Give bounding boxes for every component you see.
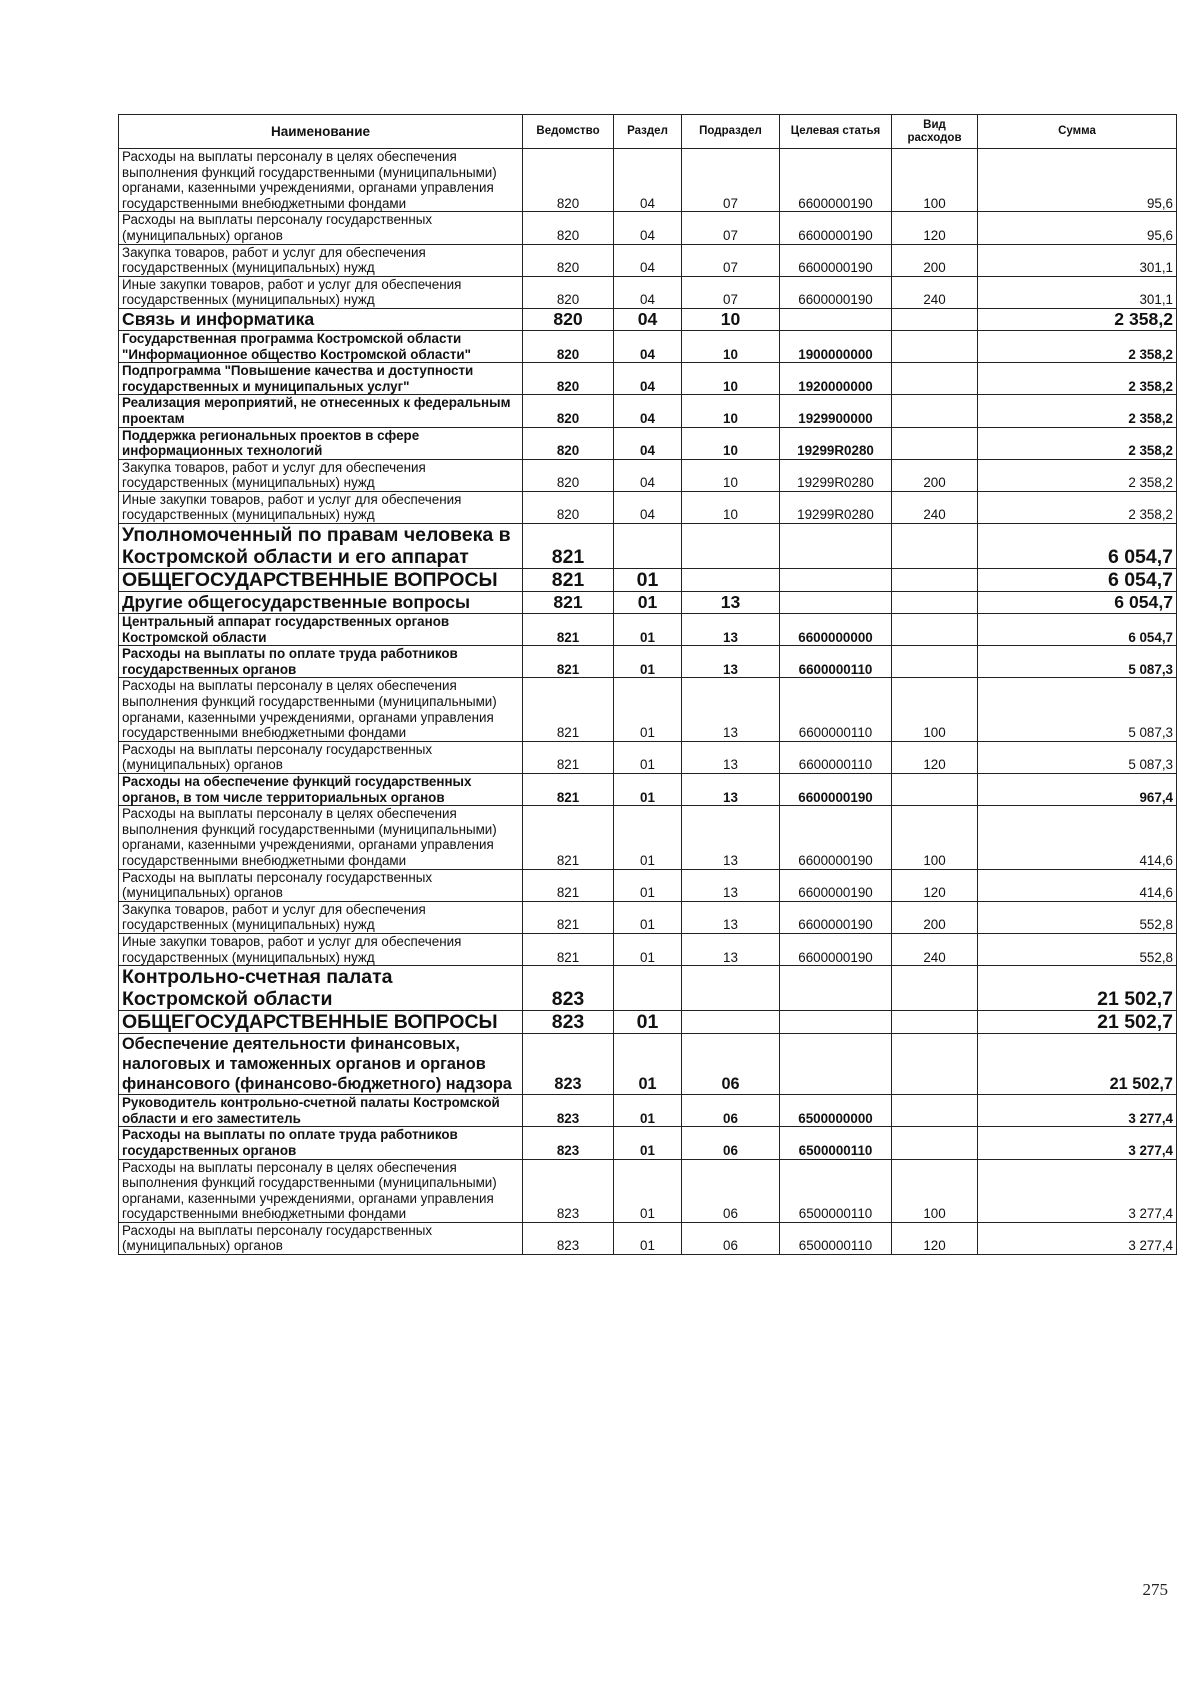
cell-summa: 3 277,4 — [978, 1222, 1177, 1254]
cell-summa: 95,6 — [978, 212, 1177, 244]
cell-razdel: 01 — [614, 569, 682, 592]
cell-podrazdel: 13 — [682, 646, 780, 678]
cell-name: Расходы на выплаты персоналу государственных (муниципальных) органов — [119, 212, 523, 244]
cell-summa: 5 087,3 — [978, 678, 1177, 741]
cell-name: Иные закупки товаров, работ и услуг для обеспечения государственных (муниципальных) нужд — [119, 276, 523, 308]
cell-celevaya-statya: 6600000110 — [780, 741, 892, 773]
cell-summa: 95,6 — [978, 149, 1177, 212]
header-razdel: Раздел — [614, 115, 682, 149]
cell-name: Обеспечение деятельности финансовых, налоговых и таможенных органов и органов финансового (финансово-бюджетного) надзора — [119, 1034, 523, 1095]
cell-vid-raskhodov: 120 — [892, 869, 978, 901]
cell-summa: 3 277,4 — [978, 1159, 1177, 1222]
cell-razdel: 01 — [614, 646, 682, 678]
table-row — [119, 806, 1177, 869]
cell-vid-raskhodov — [892, 1127, 978, 1159]
cell-razdel: 04 — [614, 276, 682, 308]
cell-podrazdel: 06 — [682, 1034, 780, 1095]
cell-summa: 3 277,4 — [978, 1095, 1177, 1127]
cell-name: Реализация мероприятий, не отнесенных к федеральным проектам — [119, 395, 523, 427]
cell-podrazdel: 07 — [682, 244, 780, 276]
cell-vid-raskhodov: 240 — [892, 491, 978, 523]
cell-vedomstvo: 821 — [523, 933, 614, 965]
cell-razdel: 04 — [614, 308, 682, 330]
cell-vedomstvo: 821 — [523, 524, 614, 569]
cell-vedomstvo: 821 — [523, 741, 614, 773]
cell-vid-raskhodov — [892, 363, 978, 395]
cell-vid-raskhodov — [892, 524, 978, 569]
cell-vedomstvo: 821 — [523, 569, 614, 592]
cell-celevaya-statya: 6500000000 — [780, 1095, 892, 1127]
cell-vedomstvo: 821 — [523, 678, 614, 741]
table-row — [119, 491, 1177, 523]
table-row — [119, 427, 1177, 459]
cell-celevaya-statya: 1900000000 — [780, 330, 892, 362]
cell-razdel: 04 — [614, 212, 682, 244]
cell-podrazdel — [682, 569, 780, 592]
table-row — [119, 901, 1177, 933]
cell-podrazdel: 13 — [682, 901, 780, 933]
cell-razdel: 01 — [614, 1034, 682, 1095]
cell-razdel: 01 — [614, 678, 682, 741]
cell-celevaya-statya: 6600000110 — [780, 678, 892, 741]
cell-vid-raskhodov: 120 — [892, 212, 978, 244]
cell-summa: 21 502,7 — [978, 1034, 1177, 1095]
table-row — [119, 614, 1177, 646]
cell-summa: 3 277,4 — [978, 1127, 1177, 1159]
cell-podrazdel: 10 — [682, 491, 780, 523]
cell-podrazdel: 13 — [682, 933, 780, 965]
cell-name: ОБЩЕГОСУДАРСТВЕННЫЕ ВОПРОСЫ — [119, 1011, 523, 1034]
cell-vid-raskhodov — [892, 308, 978, 330]
cell-razdel: 01 — [614, 592, 682, 614]
cell-podrazdel: 10 — [682, 459, 780, 491]
cell-razdel: 01 — [614, 1127, 682, 1159]
cell-summa: 2 358,2 — [978, 427, 1177, 459]
cell-name: Расходы на выплаты по оплате труда работников государственных органов — [119, 646, 523, 678]
cell-vedomstvo: 820 — [523, 276, 614, 308]
cell-vedomstvo: 820 — [523, 427, 614, 459]
cell-vid-raskhodov — [892, 614, 978, 646]
cell-vedomstvo: 823 — [523, 1034, 614, 1095]
cell-razdel: 04 — [614, 363, 682, 395]
table-row — [119, 646, 1177, 678]
table-row — [119, 149, 1177, 212]
cell-razdel: 04 — [614, 149, 682, 212]
cell-podrazdel: 13 — [682, 614, 780, 646]
cell-vedomstvo: 821 — [523, 592, 614, 614]
cell-vedomstvo: 821 — [523, 901, 614, 933]
cell-razdel: 01 — [614, 901, 682, 933]
cell-summa: 2 358,2 — [978, 308, 1177, 330]
cell-vid-raskhodov — [892, 966, 978, 1011]
table-row — [119, 569, 1177, 592]
cell-podrazdel: 06 — [682, 1127, 780, 1159]
table-row — [119, 869, 1177, 901]
cell-vid-raskhodov — [892, 774, 978, 806]
cell-razdel: 01 — [614, 869, 682, 901]
cell-podrazdel: 07 — [682, 149, 780, 212]
cell-vid-raskhodov: 200 — [892, 244, 978, 276]
cell-celevaya-statya — [780, 1034, 892, 1095]
cell-name: Закупка товаров, работ и услуг для обеспечения государственных (муниципальных) нужд — [119, 459, 523, 491]
header-vedomstvo: Ведомство — [523, 115, 614, 149]
cell-celevaya-statya: 6600000190 — [780, 244, 892, 276]
cell-vid-raskhodov — [892, 330, 978, 362]
cell-razdel: 04 — [614, 427, 682, 459]
cell-podrazdel — [682, 1011, 780, 1034]
cell-vid-raskhodov — [892, 646, 978, 678]
header-podrazdel: Подраздел — [682, 115, 780, 149]
cell-name: Государственная программа Костромской области "Информационное общество Костромской области" — [119, 330, 523, 362]
cell-celevaya-statya: 6600000190 — [780, 276, 892, 308]
cell-vid-raskhodov: 200 — [892, 459, 978, 491]
table-row — [119, 363, 1177, 395]
cell-celevaya-statya: 6600000190 — [780, 774, 892, 806]
cell-podrazdel: 13 — [682, 592, 780, 614]
cell-celevaya-statya: 6500000110 — [780, 1222, 892, 1254]
cell-podrazdel: 06 — [682, 1095, 780, 1127]
cell-razdel: 01 — [614, 614, 682, 646]
table-row — [119, 1011, 1177, 1034]
cell-podrazdel: 10 — [682, 427, 780, 459]
cell-vedomstvo: 823 — [523, 1159, 614, 1222]
cell-vid-raskhodov — [892, 1034, 978, 1095]
cell-vid-raskhodov — [892, 569, 978, 592]
cell-celevaya-statya — [780, 569, 892, 592]
header-celevaya-statya: Целевая статья — [780, 115, 892, 149]
cell-name: ОБЩЕГОСУДАРСТВЕННЫЕ ВОПРОСЫ — [119, 569, 523, 592]
cell-summa: 301,1 — [978, 276, 1177, 308]
table-row — [119, 774, 1177, 806]
cell-celevaya-statya: 6600000190 — [780, 806, 892, 869]
cell-vedomstvo: 821 — [523, 869, 614, 901]
cell-celevaya-statya: 6500000110 — [780, 1127, 892, 1159]
cell-vid-raskhodov: 240 — [892, 276, 978, 308]
cell-vid-raskhodov: 100 — [892, 678, 978, 741]
cell-vedomstvo: 823 — [523, 1011, 614, 1034]
cell-summa: 2 358,2 — [978, 363, 1177, 395]
table-row — [119, 212, 1177, 244]
cell-razdel: 04 — [614, 459, 682, 491]
budget-table — [118, 114, 1177, 1255]
cell-razdel: 01 — [614, 933, 682, 965]
cell-vedomstvo: 823 — [523, 1127, 614, 1159]
cell-podrazdel: 13 — [682, 741, 780, 773]
cell-name: Расходы на выплаты персоналу в целях обеспечения выполнения функций государственными (муниципальными) органами, казенными учреждениями, органами управления государственными внебюджетными фондами — [119, 149, 523, 212]
table-row — [119, 330, 1177, 362]
cell-summa: 5 087,3 — [978, 741, 1177, 773]
cell-celevaya-statya: 1929900000 — [780, 395, 892, 427]
cell-summa: 2 358,2 — [978, 491, 1177, 523]
cell-podrazdel: 13 — [682, 678, 780, 741]
cell-vid-raskhodov: 100 — [892, 1159, 978, 1222]
header-vid-raskhodov: Вид расходов — [892, 115, 978, 149]
table-row — [119, 308, 1177, 330]
cell-celevaya-statya: 6600000000 — [780, 614, 892, 646]
table-row — [119, 1159, 1177, 1222]
cell-summa: 6 054,7 — [978, 614, 1177, 646]
cell-name: Поддержка региональных проектов в сфере информационных технологий — [119, 427, 523, 459]
cell-vedomstvo: 820 — [523, 244, 614, 276]
cell-vedomstvo: 821 — [523, 646, 614, 678]
table-row — [119, 1127, 1177, 1159]
cell-name: Расходы на выплаты по оплате труда работников государственных органов — [119, 1127, 523, 1159]
cell-podrazdel: 10 — [682, 308, 780, 330]
table-row — [119, 459, 1177, 491]
cell-podrazdel: 06 — [682, 1222, 780, 1254]
cell-podrazdel: 10 — [682, 363, 780, 395]
table-row — [119, 395, 1177, 427]
table-row — [119, 966, 1177, 1011]
table-row — [119, 1034, 1177, 1095]
cell-summa: 2 358,2 — [978, 395, 1177, 427]
cell-podrazdel — [682, 966, 780, 1011]
cell-razdel: 01 — [614, 1095, 682, 1127]
cell-name: Расходы на обеспечение функций государственных органов, в том числе территориальных органов — [119, 774, 523, 806]
cell-summa: 21 502,7 — [978, 1011, 1177, 1034]
cell-vid-raskhodov: 120 — [892, 1222, 978, 1254]
cell-summa: 552,8 — [978, 933, 1177, 965]
cell-celevaya-statya: 6600000110 — [780, 646, 892, 678]
cell-celevaya-statya: 6600000190 — [780, 149, 892, 212]
cell-celevaya-statya — [780, 966, 892, 1011]
cell-name: Расходы на выплаты персоналу в целях обеспечения выполнения функций государственными (муниципальными) органами, казенными учреждениями, органами управления государственными внебюджетными фондами — [119, 806, 523, 869]
cell-name: Расходы на выплаты персоналу в целях обеспечения выполнения функций государственными (муниципальными) органами, казенными учреждениями, органами управления государственными внебюджетными фондами — [119, 1159, 523, 1222]
cell-name: Связь и информатика — [119, 308, 523, 330]
cell-razdel: 01 — [614, 1159, 682, 1222]
cell-vedomstvo: 821 — [523, 806, 614, 869]
cell-celevaya-statya: 19299R0280 — [780, 427, 892, 459]
cell-celevaya-statya: 6600000190 — [780, 869, 892, 901]
cell-name: Закупка товаров, работ и услуг для обеспечения государственных (муниципальных) нужд — [119, 244, 523, 276]
cell-name: Расходы на выплаты персоналу государственных (муниципальных) органов — [119, 741, 523, 773]
cell-celevaya-statya — [780, 1011, 892, 1034]
cell-razdel — [614, 524, 682, 569]
cell-celevaya-statya: 6600000190 — [780, 901, 892, 933]
cell-podrazdel: 13 — [682, 869, 780, 901]
cell-summa: 414,6 — [978, 806, 1177, 869]
cell-vedomstvo: 820 — [523, 363, 614, 395]
cell-name: Расходы на выплаты персоналу в целях обеспечения выполнения функций государственными (муниципальными) органами, казенными учреждениями, органами управления государственными внебюджетными фондами — [119, 678, 523, 741]
cell-podrazdel: 06 — [682, 1159, 780, 1222]
table-row — [119, 678, 1177, 741]
cell-razdel — [614, 966, 682, 1011]
cell-vid-raskhodov: 240 — [892, 933, 978, 965]
cell-vid-raskhodov — [892, 1011, 978, 1034]
table-row — [119, 244, 1177, 276]
table-row — [119, 1095, 1177, 1127]
cell-podrazdel: 07 — [682, 276, 780, 308]
header-name: Наименование — [119, 115, 523, 149]
cell-name: Другие общегосударственные вопросы — [119, 592, 523, 614]
cell-vid-raskhodov — [892, 592, 978, 614]
cell-summa: 6 054,7 — [978, 592, 1177, 614]
cell-summa: 301,1 — [978, 244, 1177, 276]
cell-vid-raskhodov: 100 — [892, 806, 978, 869]
cell-razdel: 04 — [614, 395, 682, 427]
cell-celevaya-statya: 6500000110 — [780, 1159, 892, 1222]
cell-name: Контрольно-счетная палата Костромской области — [119, 966, 523, 1011]
cell-podrazdel: 10 — [682, 395, 780, 427]
table-row — [119, 741, 1177, 773]
cell-vid-raskhodov — [892, 395, 978, 427]
cell-celevaya-statya: 19299R0280 — [780, 459, 892, 491]
cell-podrazdel: 10 — [682, 330, 780, 362]
cell-summa: 5 087,3 — [978, 646, 1177, 678]
cell-vid-raskhodov — [892, 427, 978, 459]
cell-celevaya-statya: 1920000000 — [780, 363, 892, 395]
cell-name: Уполномоченный по правам человека в Костромской области и его аппарат — [119, 524, 523, 569]
cell-summa: 21 502,7 — [978, 966, 1177, 1011]
table-row — [119, 592, 1177, 614]
cell-vid-raskhodov: 120 — [892, 741, 978, 773]
cell-vid-raskhodov — [892, 1095, 978, 1127]
cell-vedomstvo: 820 — [523, 212, 614, 244]
cell-podrazdel — [682, 524, 780, 569]
cell-vedomstvo: 823 — [523, 1095, 614, 1127]
page-number: 275 — [1142, 1580, 1168, 1599]
cell-razdel: 01 — [614, 741, 682, 773]
cell-vedomstvo: 820 — [523, 149, 614, 212]
cell-vedomstvo: 820 — [523, 395, 614, 427]
cell-razdel: 01 — [614, 774, 682, 806]
cell-summa: 2 358,2 — [978, 330, 1177, 362]
table-body — [119, 149, 1177, 1255]
cell-vedomstvo: 821 — [523, 774, 614, 806]
cell-vedomstvo: 820 — [523, 459, 614, 491]
cell-summa: 6 054,7 — [978, 524, 1177, 569]
cell-vedomstvo: 820 — [523, 491, 614, 523]
cell-razdel: 04 — [614, 330, 682, 362]
cell-vedomstvo: 823 — [523, 966, 614, 1011]
cell-celevaya-statya: 19299R0280 — [780, 491, 892, 523]
cell-name: Руководитель контрольно-счетной палаты Костромской области и его заместитель — [119, 1095, 523, 1127]
table-row — [119, 1222, 1177, 1254]
table-row — [119, 933, 1177, 965]
cell-vedomstvo: 823 — [523, 1222, 614, 1254]
cell-summa: 552,8 — [978, 901, 1177, 933]
header-row — [119, 115, 1177, 149]
cell-name: Иные закупки товаров, работ и услуг для обеспечения государственных (муниципальных) нужд — [119, 933, 523, 965]
header-summa: Сумма — [978, 115, 1177, 149]
table-row — [119, 276, 1177, 308]
cell-vid-raskhodov: 200 — [892, 901, 978, 933]
cell-razdel: 01 — [614, 806, 682, 869]
cell-name: Подпрограмма "Повышение качества и доступности государственных и муниципальных услуг" — [119, 363, 523, 395]
cell-vedomstvo: 820 — [523, 330, 614, 362]
cell-podrazdel: 07 — [682, 212, 780, 244]
cell-celevaya-statya — [780, 592, 892, 614]
cell-summa: 414,6 — [978, 869, 1177, 901]
cell-podrazdel: 13 — [682, 806, 780, 869]
cell-razdel: 04 — [614, 491, 682, 523]
cell-vedomstvo: 821 — [523, 614, 614, 646]
cell-name: Расходы на выплаты персоналу государственных (муниципальных) органов — [119, 869, 523, 901]
cell-summa: 2 358,2 — [978, 459, 1177, 491]
cell-name: Расходы на выплаты персоналу государственных (муниципальных) органов — [119, 1222, 523, 1254]
cell-vid-raskhodov: 100 — [892, 149, 978, 212]
cell-celevaya-statya — [780, 524, 892, 569]
cell-razdel: 01 — [614, 1011, 682, 1034]
cell-summa: 967,4 — [978, 774, 1177, 806]
cell-summa: 6 054,7 — [978, 569, 1177, 592]
cell-razdel: 04 — [614, 244, 682, 276]
cell-celevaya-statya: 6600000190 — [780, 933, 892, 965]
cell-razdel: 01 — [614, 1222, 682, 1254]
cell-vedomstvo: 820 — [523, 308, 614, 330]
cell-celevaya-statya — [780, 308, 892, 330]
table-row — [119, 524, 1177, 569]
cell-name: Центральный аппарат государственных органов Костромской области — [119, 614, 523, 646]
cell-podrazdel: 13 — [682, 774, 780, 806]
cell-name: Иные закупки товаров, работ и услуг для обеспечения государственных (муниципальных) нужд — [119, 491, 523, 523]
cell-name: Закупка товаров, работ и услуг для обеспечения государственных (муниципальных) нужд — [119, 901, 523, 933]
cell-celevaya-statya: 6600000190 — [780, 212, 892, 244]
